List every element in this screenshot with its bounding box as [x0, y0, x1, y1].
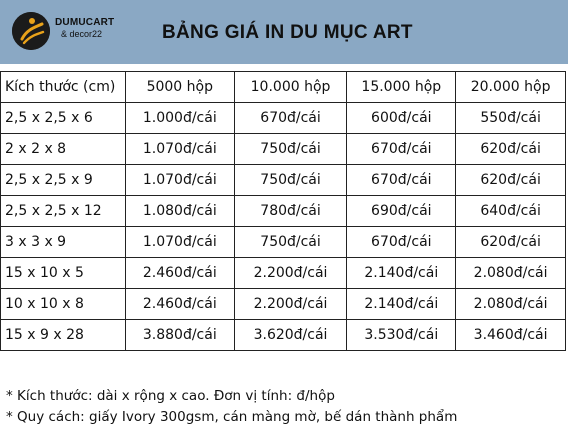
- price-cell: 750đ/cái: [234, 165, 347, 196]
- table-header-row: [1, 72, 566, 103]
- price-cell: 1.080đ/cái: [125, 196, 234, 227]
- price-cell: 2.460đ/cái: [125, 258, 234, 289]
- table-row: [1, 196, 566, 227]
- size-cell: 2,5 x 2,5 x 9: [1, 165, 126, 196]
- size-cell: 2 x 2 x 8: [1, 134, 126, 165]
- price-cell: 3.460đ/cái: [456, 320, 566, 351]
- notes: [6, 386, 457, 428]
- column-header: 10.000 hộp: [234, 72, 347, 103]
- price-cell: 2.140đ/cái: [347, 289, 456, 320]
- page-title: BẢNG GIÁ IN DU MỤC ART: [162, 22, 413, 43]
- table-row: [1, 134, 566, 165]
- table-row: [1, 258, 566, 289]
- price-cell: 780đ/cái: [234, 196, 347, 227]
- brand-name: DUMUCART: [55, 17, 115, 28]
- price-cell: 1.000đ/cái: [125, 103, 234, 134]
- table-row: [1, 103, 566, 134]
- header-banner: [0, 0, 568, 64]
- price-cell: 620đ/cái: [456, 227, 566, 258]
- price-cell: 690đ/cái: [347, 196, 456, 227]
- price-cell: 640đ/cái: [456, 196, 566, 227]
- column-header: 5000 hộp: [125, 72, 234, 103]
- price-cell: 670đ/cái: [347, 165, 456, 196]
- price-cell: 2.080đ/cái: [456, 258, 566, 289]
- price-cell: 1.070đ/cái: [125, 134, 234, 165]
- table-row: [1, 227, 566, 258]
- size-cell: 2,5 x 2,5 x 12: [1, 196, 126, 227]
- table-row: [1, 165, 566, 196]
- brand-logo-icon: [12, 12, 50, 50]
- price-cell: 750đ/cái: [234, 134, 347, 165]
- table-row: [1, 320, 566, 351]
- price-cell: 2.200đ/cái: [234, 258, 347, 289]
- price-cell: 2.080đ/cái: [456, 289, 566, 320]
- price-cell: 750đ/cái: [234, 227, 347, 258]
- size-cell: 2,5 x 2,5 x 6: [1, 103, 126, 134]
- brand-subname: & decor22: [61, 29, 103, 39]
- price-cell: 550đ/cái: [456, 103, 566, 134]
- price-cell: 2.460đ/cái: [125, 289, 234, 320]
- note-spec: * Quy cách: giấy Ivory 300gsm, cán màng mờ, bế dán thành phẩm: [6, 409, 458, 425]
- size-cell: 10 x 10 x 8: [1, 289, 126, 320]
- size-cell: 15 x 10 x 5: [1, 258, 126, 289]
- price-cell: 670đ/cái: [234, 103, 347, 134]
- price-cell: 3.530đ/cái: [347, 320, 456, 351]
- price-cell: 1.070đ/cái: [125, 165, 234, 196]
- note-size: * Kích thước: dài x rộng x cao. Đơn vị tính: đ/hộp: [6, 388, 335, 404]
- price-cell: 670đ/cái: [347, 134, 456, 165]
- price-cell: 620đ/cái: [456, 165, 566, 196]
- price-cell: 3.880đ/cái: [125, 320, 234, 351]
- size-cell: 3 x 3 x 9: [1, 227, 126, 258]
- column-header: Kích thước (cm): [1, 72, 126, 103]
- table-row: [1, 289, 566, 320]
- price-cell: 2.200đ/cái: [234, 289, 347, 320]
- column-header: 20.000 hộp: [456, 72, 566, 103]
- price-cell: 1.070đ/cái: [125, 227, 234, 258]
- price-cell: 2.140đ/cái: [347, 258, 456, 289]
- price-cell: 670đ/cái: [347, 227, 456, 258]
- price-cell: 600đ/cái: [347, 103, 456, 134]
- price-cell: 620đ/cái: [456, 134, 566, 165]
- size-cell: 15 x 9 x 28: [1, 320, 126, 351]
- brand-logo-text: [55, 18, 114, 39]
- column-header: 15.000 hộp: [347, 72, 456, 103]
- price-table: [0, 71, 566, 351]
- price-cell: 3.620đ/cái: [234, 320, 347, 351]
